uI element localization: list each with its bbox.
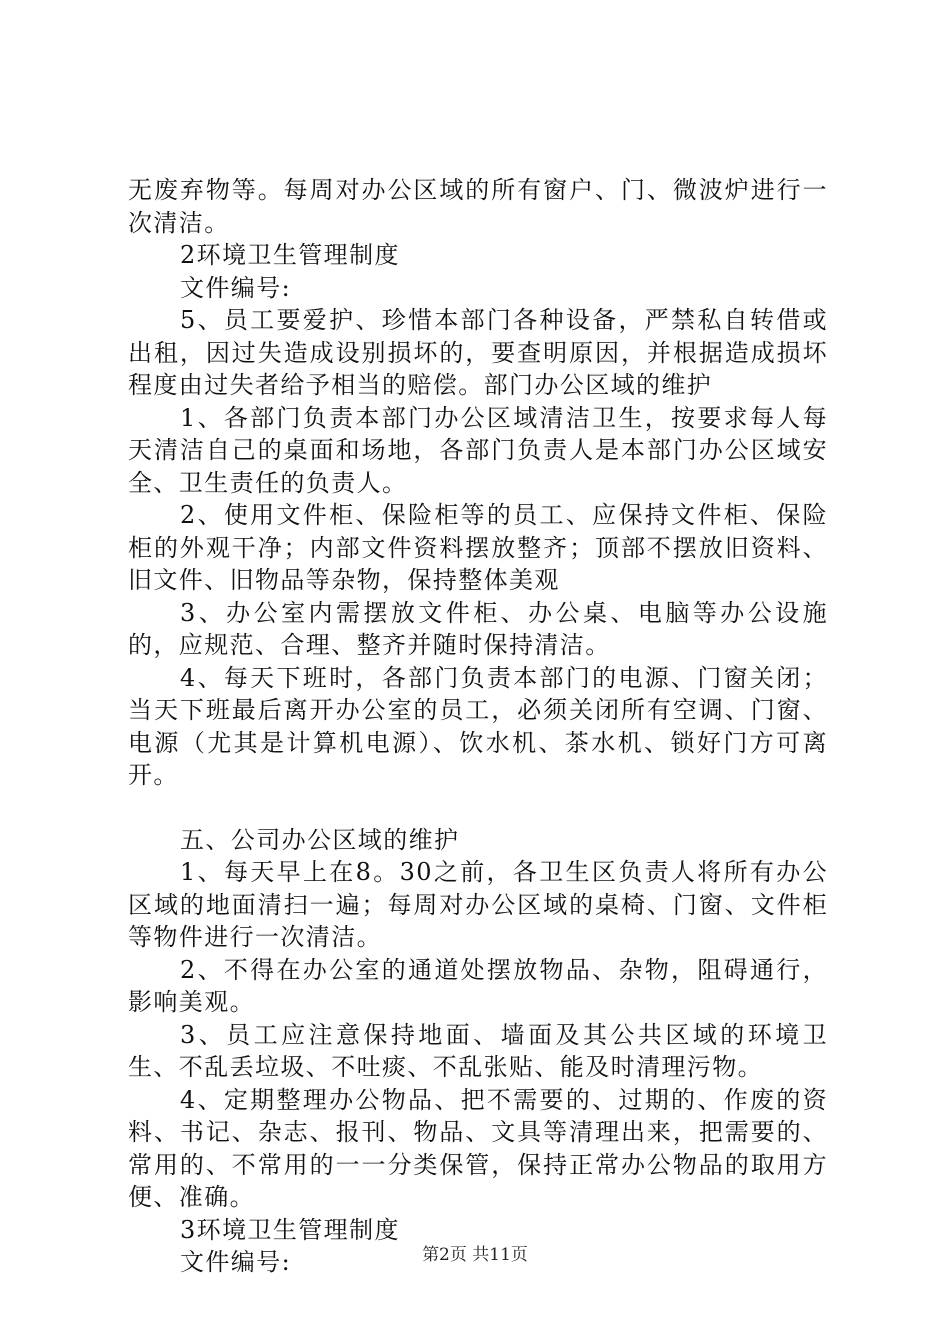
paragraph-item-4: 4、每天下班时，各部门负责本部门的电源、门窗关闭；当天下班最后离开办公室的员工，必须关闭所有空调、门窗、电源（尤其是计算机电源）、饮水机、茶水机、锁好门方可离开。 — [128, 663, 828, 789]
document-body — [128, 174, 828, 1279]
page-footer: 第2页 共11页 — [422, 1245, 528, 1265]
paragraph-item-2b: 2、不得在办公室的通道处摆放物品、杂物，阻碍通行，影响美观。 — [128, 955, 828, 1016]
paragraph-item-4b: 4、定期整理办公物品、把不需要的、过期的、作废的资料、书记、杂志、报刊、物品、文具等清理出来，把需要的、常用的、不常用的一一分类保管，保持正常办公物品的取用方便、准确。 — [128, 1085, 828, 1211]
paragraph-item-1: 1、各部门负责本部门办公区域清洁卫生，按要求每人每天清洁自己的桌面和场地，各部门负责人是本部门办公区域安全、卫生责任的负责人。 — [128, 403, 828, 497]
paragraph-item-5: 5、员工要爱护、珍惜本部门各种设备，严禁私自转借或出租，因过失造成设别损坏的，要查明原因，并根据造成损坏程度由过失者给予相当的赔偿。部门办公区域的维护 — [128, 306, 828, 399]
section-heading-five: 五、公司办公区域的维护 — [180, 825, 460, 854]
section-heading-2: 2环境卫生管理制度 — [180, 241, 400, 269]
file-number-label-2: 文件编号: — [180, 1248, 292, 1276]
paragraph-item-3: 3、办公室内需摆放文件柜、办公桌、电脑等办公设施的，应规范、合理、整齐并随时保持清洁。 — [128, 598, 828, 659]
paragraph-item-3b: 3、员工应注意保持地面、墙面及其公共区域的环境卫生、不乱丢垃圾、不吐痰、不乱张贴、能及时清理污物。 — [128, 1020, 828, 1081]
paragraph-item-1b: 1、每天早上在8。30之前，各卫生区负责人将所有办公区域的地面清扫一遍；每周对办公区域的桌椅、门窗、文件柜等物件进行一次清洁。 — [128, 858, 828, 951]
paragraph-continuation: 无废弃物等。每周对办公区域的所有窗户、门、微波炉进行一次清洁。 — [128, 176, 828, 237]
paragraph-item-2: 2、使用文件柜、保险柜等的员工、应保持文件柜、保险柜的外观干净；内部文件资料摆放整齐；顶部不摆放旧资料、旧文件、旧物品等杂物，保持整体美观 — [128, 501, 828, 594]
section-heading-3: 3环境卫生管理制度 — [180, 1215, 400, 1244]
file-number-label: 文件编号: — [180, 273, 292, 302]
